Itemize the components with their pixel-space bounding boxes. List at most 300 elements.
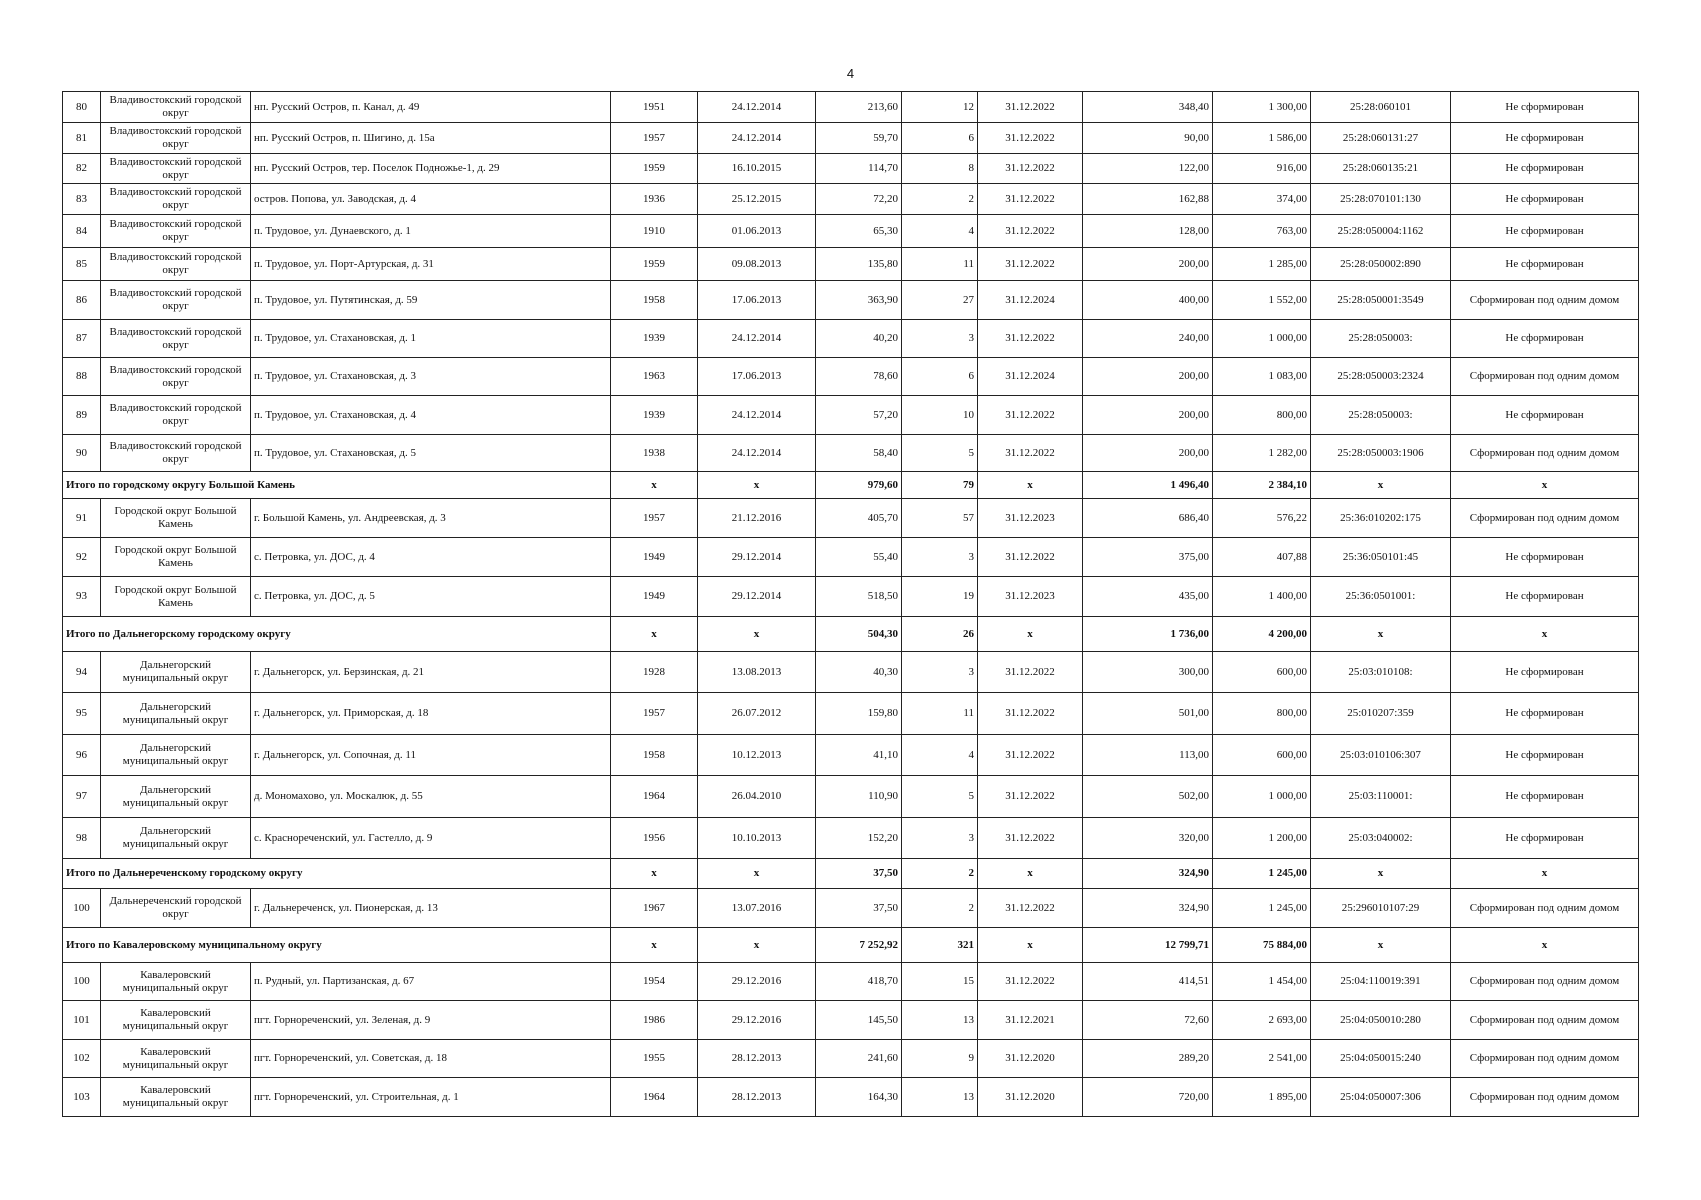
status-cell: Не сформирован xyxy=(1451,123,1639,154)
cadastral-cell: 25:28:050003:1906 xyxy=(1311,435,1451,472)
cost-cell: 576,22 xyxy=(1213,499,1311,538)
year-cell: 1957 xyxy=(611,693,698,735)
cost-cell: 916,00 xyxy=(1213,154,1311,184)
status-cell: Не сформирован xyxy=(1451,577,1639,617)
cost-cell: 1 083,00 xyxy=(1213,358,1311,396)
residents-cell: 57 xyxy=(902,499,978,538)
cost-cell: 1 200,00 xyxy=(1213,818,1311,859)
date-cell: 26.07.2012 xyxy=(698,693,816,735)
date-cell: 29.12.2014 xyxy=(698,538,816,577)
address-cell: остров. Попова, ул. Заводская, д. 4 xyxy=(251,184,611,215)
cost-cell: 4 200,00 xyxy=(1213,617,1311,652)
row-number: 101 xyxy=(63,1001,101,1040)
date-cell: 24.12.2014 xyxy=(698,435,816,472)
subtotal-row xyxy=(63,617,1639,652)
area2-cell: 324,90 xyxy=(1083,859,1213,889)
area2-cell: 320,00 xyxy=(1083,818,1213,859)
address-cell: п. Трудовое, ул. Порт-Артурская, д. 31 xyxy=(251,248,611,281)
table-row xyxy=(63,538,1639,577)
year-cell: 1954 xyxy=(611,963,698,1001)
plan-date-cell: 31.12.2022 xyxy=(978,154,1083,184)
cadastral-cell: 25:296010107:29 xyxy=(1311,889,1451,928)
row-number: 100 xyxy=(63,963,101,1001)
area-cell: 57,20 xyxy=(816,396,902,435)
subtotal-label: Итого по городскому округу Большой Камень xyxy=(63,472,611,499)
plan-date-cell: x xyxy=(978,859,1083,889)
cadastral-cell: 25:28:060131:27 xyxy=(1311,123,1451,154)
area2-cell: 375,00 xyxy=(1083,538,1213,577)
address-cell: с. Петровка, ул. ДОС, д. 5 xyxy=(251,577,611,617)
residents-cell: 9 xyxy=(902,1040,978,1078)
address-cell: г. Дальнереченск, ул. Пионерская, д. 13 xyxy=(251,889,611,928)
date-cell: 28.12.2013 xyxy=(698,1040,816,1078)
status-cell: Не сформирован xyxy=(1451,396,1639,435)
plan-date-cell: 31.12.2022 xyxy=(978,652,1083,693)
area2-cell: 200,00 xyxy=(1083,248,1213,281)
municipality-cell: Дальнегорский муниципальный округ xyxy=(101,776,251,818)
municipality-cell: Дальнегорский муниципальный округ xyxy=(101,693,251,735)
cadastral-cell: x xyxy=(1311,928,1451,963)
municipality-cell: Владивостокский городской округ xyxy=(101,320,251,358)
status-cell: x xyxy=(1451,928,1639,963)
plan-date-cell: x xyxy=(978,472,1083,499)
table-row xyxy=(63,963,1639,1001)
area-cell: 518,50 xyxy=(816,577,902,617)
area2-cell: 122,00 xyxy=(1083,154,1213,184)
area-cell: 363,90 xyxy=(816,281,902,320)
year-cell: 1959 xyxy=(611,154,698,184)
date-cell: 29.12.2016 xyxy=(698,963,816,1001)
plan-date-cell: 31.12.2021 xyxy=(978,1001,1083,1040)
status-cell: Не сформирован xyxy=(1451,248,1639,281)
row-number: 89 xyxy=(63,396,101,435)
cadastral-cell: 25:36:010202:175 xyxy=(1311,499,1451,538)
municipality-cell: Дальнегорский муниципальный округ xyxy=(101,652,251,693)
date-cell: 25.12.2015 xyxy=(698,184,816,215)
residents-cell: 8 xyxy=(902,154,978,184)
municipality-cell: Дальнереченский городской округ xyxy=(101,889,251,928)
address-cell: с. Петровка, ул. ДОС, д. 4 xyxy=(251,538,611,577)
residents-cell: 27 xyxy=(902,281,978,320)
plan-date-cell: 31.12.2023 xyxy=(978,577,1083,617)
cost-cell: 800,00 xyxy=(1213,396,1311,435)
table-row xyxy=(63,396,1639,435)
municipality-cell: Владивостокский городской округ xyxy=(101,358,251,396)
area-cell: 78,60 xyxy=(816,358,902,396)
plan-date-cell: 31.12.2022 xyxy=(978,215,1083,248)
area2-cell: 289,20 xyxy=(1083,1040,1213,1078)
plan-date-cell: 31.12.2022 xyxy=(978,776,1083,818)
plan-date-cell: 31.12.2022 xyxy=(978,538,1083,577)
plan-date-cell: 31.12.2022 xyxy=(978,123,1083,154)
residents-cell: 4 xyxy=(902,735,978,776)
cadastral-cell: 25:28:050003:2324 xyxy=(1311,358,1451,396)
cost-cell: 75 884,00 xyxy=(1213,928,1311,963)
row-number: 102 xyxy=(63,1040,101,1078)
date-cell: 10.10.2013 xyxy=(698,818,816,859)
plan-date-cell: x xyxy=(978,617,1083,652)
row-number: 85 xyxy=(63,248,101,281)
year-cell: 1957 xyxy=(611,123,698,154)
plan-date-cell: 31.12.2023 xyxy=(978,499,1083,538)
address-cell: п. Трудовое, ул. Путятинская, д. 59 xyxy=(251,281,611,320)
table-row xyxy=(63,1040,1639,1078)
year-cell: x xyxy=(611,472,698,499)
residents-cell: 3 xyxy=(902,818,978,859)
plan-date-cell: 31.12.2020 xyxy=(978,1040,1083,1078)
area2-cell: 1 496,40 xyxy=(1083,472,1213,499)
row-number: 95 xyxy=(63,693,101,735)
area2-cell: 240,00 xyxy=(1083,320,1213,358)
plan-date-cell: 31.12.2022 xyxy=(978,693,1083,735)
area2-cell: 12 799,71 xyxy=(1083,928,1213,963)
date-cell: 13.07.2016 xyxy=(698,889,816,928)
residents-cell: 13 xyxy=(902,1078,978,1117)
area2-cell: 720,00 xyxy=(1083,1078,1213,1117)
cadastral-cell: 25:04:050010:280 xyxy=(1311,1001,1451,1040)
table-row xyxy=(63,652,1639,693)
row-number: 94 xyxy=(63,652,101,693)
area-cell: 72,20 xyxy=(816,184,902,215)
row-number: 87 xyxy=(63,320,101,358)
area2-cell: 435,00 xyxy=(1083,577,1213,617)
municipality-cell: Кавалеровский муниципальный округ xyxy=(101,1040,251,1078)
cadastral-cell: 25:28:060135:21 xyxy=(1311,154,1451,184)
cost-cell: 1 586,00 xyxy=(1213,123,1311,154)
year-cell: 1928 xyxy=(611,652,698,693)
plan-date-cell: 31.12.2022 xyxy=(978,92,1083,123)
table-row xyxy=(63,735,1639,776)
date-cell: 17.06.2013 xyxy=(698,281,816,320)
residents-cell: 26 xyxy=(902,617,978,652)
area-cell: 37,50 xyxy=(816,859,902,889)
area-cell: 110,90 xyxy=(816,776,902,818)
plan-date-cell: 31.12.2022 xyxy=(978,320,1083,358)
table-row xyxy=(63,1078,1639,1117)
year-cell: 1949 xyxy=(611,577,698,617)
status-cell: Сформирован под одним домом xyxy=(1451,435,1639,472)
year-cell: 1955 xyxy=(611,1040,698,1078)
subtotal-label: Итого по Дальнереченскому городскому округу xyxy=(63,859,611,889)
year-cell: 1958 xyxy=(611,735,698,776)
row-number: 83 xyxy=(63,184,101,215)
cost-cell: 1 245,00 xyxy=(1213,859,1311,889)
year-cell: 1964 xyxy=(611,1078,698,1117)
cadastral-cell: 25:04:110019:391 xyxy=(1311,963,1451,1001)
cost-cell: 800,00 xyxy=(1213,693,1311,735)
area-cell: 152,20 xyxy=(816,818,902,859)
year-cell: 1910 xyxy=(611,215,698,248)
address-cell: нп. Русский Остров, тер. Поселок Подножье-1, д. 29 xyxy=(251,154,611,184)
area2-cell: 502,00 xyxy=(1083,776,1213,818)
area-cell: 504,30 xyxy=(816,617,902,652)
table-row xyxy=(63,184,1639,215)
year-cell: 1949 xyxy=(611,538,698,577)
address-cell: г. Дальнегорск, ул. Приморская, д. 18 xyxy=(251,693,611,735)
subtotal-label: Итого по Кавалеровскому муниципальному округу xyxy=(63,928,611,963)
area2-cell: 200,00 xyxy=(1083,435,1213,472)
date-cell: 01.06.2013 xyxy=(698,215,816,248)
cost-cell: 1 454,00 xyxy=(1213,963,1311,1001)
plan-date-cell: 31.12.2020 xyxy=(978,1078,1083,1117)
area-cell: 65,30 xyxy=(816,215,902,248)
area-cell: 40,30 xyxy=(816,652,902,693)
year-cell: 1958 xyxy=(611,281,698,320)
plan-date-cell: 31.12.2022 xyxy=(978,184,1083,215)
residents-cell: 3 xyxy=(902,652,978,693)
address-cell: нп. Русский Остров, п. Шигино, д. 15а xyxy=(251,123,611,154)
address-cell: пгт. Горнореченский, ул. Строительная, д. 1 xyxy=(251,1078,611,1117)
year-cell: 1951 xyxy=(611,92,698,123)
status-cell: Сформирован под одним домом xyxy=(1451,281,1639,320)
cost-cell: 1 282,00 xyxy=(1213,435,1311,472)
municipality-cell: Дальнегорский муниципальный округ xyxy=(101,735,251,776)
cadastral-cell: 25:28:050004:1162 xyxy=(1311,215,1451,248)
subtotal-row xyxy=(63,859,1639,889)
date-cell: 24.12.2014 xyxy=(698,92,816,123)
area-cell: 405,70 xyxy=(816,499,902,538)
area-cell: 164,30 xyxy=(816,1078,902,1117)
plan-date-cell: 31.12.2024 xyxy=(978,281,1083,320)
municipality-cell: Городской округ Большой Камень xyxy=(101,577,251,617)
address-cell: пгт. Горнореченский, ул. Зеленая, д. 9 xyxy=(251,1001,611,1040)
municipality-cell: Владивостокский городской округ xyxy=(101,281,251,320)
area2-cell: 72,60 xyxy=(1083,1001,1213,1040)
table-row xyxy=(63,248,1639,281)
row-number: 86 xyxy=(63,281,101,320)
year-cell: x xyxy=(611,928,698,963)
cost-cell: 1 400,00 xyxy=(1213,577,1311,617)
status-cell: Сформирован под одним домом xyxy=(1451,358,1639,396)
row-number: 100 xyxy=(63,889,101,928)
cadastral-cell: 25:04:050015:240 xyxy=(1311,1040,1451,1078)
cost-cell: 1 000,00 xyxy=(1213,776,1311,818)
municipality-cell: Кавалеровский муниципальный округ xyxy=(101,1001,251,1040)
municipality-cell: Кавалеровский муниципальный округ xyxy=(101,963,251,1001)
date-cell: x xyxy=(698,472,816,499)
housing-registry-table xyxy=(62,91,1639,1117)
address-cell: п. Трудовое, ул. Стахановская, д. 3 xyxy=(251,358,611,396)
row-number: 84 xyxy=(63,215,101,248)
address-cell: п. Рудный, ул. Партизанская, д. 67 xyxy=(251,963,611,1001)
area2-cell: 400,00 xyxy=(1083,281,1213,320)
table-row xyxy=(63,693,1639,735)
date-cell: 13.08.2013 xyxy=(698,652,816,693)
year-cell: 1939 xyxy=(611,320,698,358)
plan-date-cell: 31.12.2022 xyxy=(978,889,1083,928)
municipality-cell: Владивостокский городской округ xyxy=(101,92,251,123)
date-cell: x xyxy=(698,859,816,889)
cadastral-cell: 25:28:050002:890 xyxy=(1311,248,1451,281)
cadastral-cell: 25:28:070101:130 xyxy=(1311,184,1451,215)
status-cell: Не сформирован xyxy=(1451,154,1639,184)
area2-cell: 90,00 xyxy=(1083,123,1213,154)
area2-cell: 501,00 xyxy=(1083,693,1213,735)
address-cell: г. Дальнегорск, ул. Сопочная, д. 11 xyxy=(251,735,611,776)
table-row xyxy=(63,320,1639,358)
row-number: 90 xyxy=(63,435,101,472)
municipality-cell: Владивостокский городской округ xyxy=(101,435,251,472)
date-cell: x xyxy=(698,928,816,963)
page-number: 4 xyxy=(846,66,855,81)
area-cell: 159,80 xyxy=(816,693,902,735)
subtotal-row xyxy=(63,928,1639,963)
plan-date-cell: 31.12.2022 xyxy=(978,435,1083,472)
cost-cell: 2 541,00 xyxy=(1213,1040,1311,1078)
area-cell: 40,20 xyxy=(816,320,902,358)
cost-cell: 763,00 xyxy=(1213,215,1311,248)
year-cell: x xyxy=(611,859,698,889)
table-row xyxy=(63,499,1639,538)
residents-cell: 10 xyxy=(902,396,978,435)
year-cell: 1956 xyxy=(611,818,698,859)
municipality-cell: Владивостокский городской округ xyxy=(101,396,251,435)
area-cell: 135,80 xyxy=(816,248,902,281)
area2-cell: 128,00 xyxy=(1083,215,1213,248)
cost-cell: 600,00 xyxy=(1213,735,1311,776)
address-cell: п. Трудовое, ул. Стахановская, д. 1 xyxy=(251,320,611,358)
date-cell: 09.08.2013 xyxy=(698,248,816,281)
municipality-cell: Дальнегорский муниципальный округ xyxy=(101,818,251,859)
area2-cell: 200,00 xyxy=(1083,358,1213,396)
date-cell: 24.12.2014 xyxy=(698,320,816,358)
cadastral-cell: 25:28:050003: xyxy=(1311,396,1451,435)
row-number: 98 xyxy=(63,818,101,859)
table-row xyxy=(63,358,1639,396)
area-cell: 37,50 xyxy=(816,889,902,928)
table-row xyxy=(63,889,1639,928)
area-cell: 58,40 xyxy=(816,435,902,472)
year-cell: x xyxy=(611,617,698,652)
cadastral-cell: x xyxy=(1311,859,1451,889)
year-cell: 1986 xyxy=(611,1001,698,1040)
table-row xyxy=(63,123,1639,154)
plan-date-cell: 31.12.2022 xyxy=(978,248,1083,281)
table-row xyxy=(63,1001,1639,1040)
row-number: 91 xyxy=(63,499,101,538)
residents-cell: 3 xyxy=(902,320,978,358)
residents-cell: 3 xyxy=(902,538,978,577)
table-body xyxy=(63,92,1639,1117)
row-number: 82 xyxy=(63,154,101,184)
residents-cell: 2 xyxy=(902,859,978,889)
plan-date-cell: 31.12.2022 xyxy=(978,396,1083,435)
area-cell: 7 252,92 xyxy=(816,928,902,963)
residents-cell: 6 xyxy=(902,358,978,396)
status-cell: Не сформирован xyxy=(1451,818,1639,859)
residents-cell: 2 xyxy=(902,184,978,215)
address-cell: с. Краснореченский, ул. Гастелло, д. 9 xyxy=(251,818,611,859)
status-cell: Сформирован под одним домом xyxy=(1451,1001,1639,1040)
date-cell: 29.12.2016 xyxy=(698,1001,816,1040)
cadastral-cell: 25:04:050007:306 xyxy=(1311,1078,1451,1117)
area-cell: 145,50 xyxy=(816,1001,902,1040)
area2-cell: 324,90 xyxy=(1083,889,1213,928)
status-cell: x xyxy=(1451,859,1639,889)
municipality-cell: Владивостокский городской округ xyxy=(101,123,251,154)
cost-cell: 1 000,00 xyxy=(1213,320,1311,358)
area-cell: 55,40 xyxy=(816,538,902,577)
date-cell: 16.10.2015 xyxy=(698,154,816,184)
cadastral-cell: x xyxy=(1311,617,1451,652)
cost-cell: 374,00 xyxy=(1213,184,1311,215)
cadastral-cell: 25:28:060101 xyxy=(1311,92,1451,123)
residents-cell: 13 xyxy=(902,1001,978,1040)
row-number: 103 xyxy=(63,1078,101,1117)
status-cell: Не сформирован xyxy=(1451,693,1639,735)
row-number: 96 xyxy=(63,735,101,776)
cadastral-cell: 25:010207:359 xyxy=(1311,693,1451,735)
address-cell: п. Трудовое, ул. Стахановская, д. 5 xyxy=(251,435,611,472)
cadastral-cell: 25:03:010106:307 xyxy=(1311,735,1451,776)
date-cell: 24.12.2014 xyxy=(698,123,816,154)
table-row xyxy=(63,215,1639,248)
cost-cell: 407,88 xyxy=(1213,538,1311,577)
area-cell: 59,70 xyxy=(816,123,902,154)
address-cell: г. Дальнегорск, ул. Берзинская, д. 21 xyxy=(251,652,611,693)
row-number: 88 xyxy=(63,358,101,396)
cost-cell: 600,00 xyxy=(1213,652,1311,693)
address-cell: п. Трудовое, ул. Стахановская, д. 4 xyxy=(251,396,611,435)
date-cell: 26.04.2010 xyxy=(698,776,816,818)
area2-cell: 686,40 xyxy=(1083,499,1213,538)
status-cell: x xyxy=(1451,472,1639,499)
status-cell: Не сформирован xyxy=(1451,320,1639,358)
area-cell: 213,60 xyxy=(816,92,902,123)
cadastral-cell: 25:03:040002: xyxy=(1311,818,1451,859)
municipality-cell: Владивостокский городской округ xyxy=(101,248,251,281)
plan-date-cell: 31.12.2022 xyxy=(978,818,1083,859)
area2-cell: 113,00 xyxy=(1083,735,1213,776)
area-cell: 418,70 xyxy=(816,963,902,1001)
row-number: 92 xyxy=(63,538,101,577)
year-cell: 1939 xyxy=(611,396,698,435)
area2-cell: 200,00 xyxy=(1083,396,1213,435)
year-cell: 1938 xyxy=(611,435,698,472)
row-number: 93 xyxy=(63,577,101,617)
municipality-cell: Владивостокский городской округ xyxy=(101,215,251,248)
municipality-cell: Городской округ Большой Камень xyxy=(101,499,251,538)
area-cell: 979,60 xyxy=(816,472,902,499)
table-row xyxy=(63,776,1639,818)
cost-cell: 2 384,10 xyxy=(1213,472,1311,499)
date-cell: 24.12.2014 xyxy=(698,396,816,435)
status-cell: Не сформирован xyxy=(1451,652,1639,693)
table-row xyxy=(63,281,1639,320)
residents-cell: 19 xyxy=(902,577,978,617)
area-cell: 241,60 xyxy=(816,1040,902,1078)
status-cell: Не сформирован xyxy=(1451,215,1639,248)
area2-cell: 348,40 xyxy=(1083,92,1213,123)
cadastral-cell: 25:28:050001:3549 xyxy=(1311,281,1451,320)
status-cell: Сформирован под одним домом xyxy=(1451,499,1639,538)
year-cell: 1967 xyxy=(611,889,698,928)
cost-cell: 1 245,00 xyxy=(1213,889,1311,928)
cadastral-cell: 25:03:010108: xyxy=(1311,652,1451,693)
status-cell: Не сформирован xyxy=(1451,184,1639,215)
date-cell: 21.12.2016 xyxy=(698,499,816,538)
row-number: 80 xyxy=(63,92,101,123)
year-cell: 1959 xyxy=(611,248,698,281)
residents-cell: 6 xyxy=(902,123,978,154)
status-cell: Сформирован под одним домом xyxy=(1451,889,1639,928)
residents-cell: 11 xyxy=(902,693,978,735)
year-cell: 1957 xyxy=(611,499,698,538)
cost-cell: 1 552,00 xyxy=(1213,281,1311,320)
date-cell: 17.06.2013 xyxy=(698,358,816,396)
date-cell: 29.12.2014 xyxy=(698,577,816,617)
cost-cell: 1 895,00 xyxy=(1213,1078,1311,1117)
